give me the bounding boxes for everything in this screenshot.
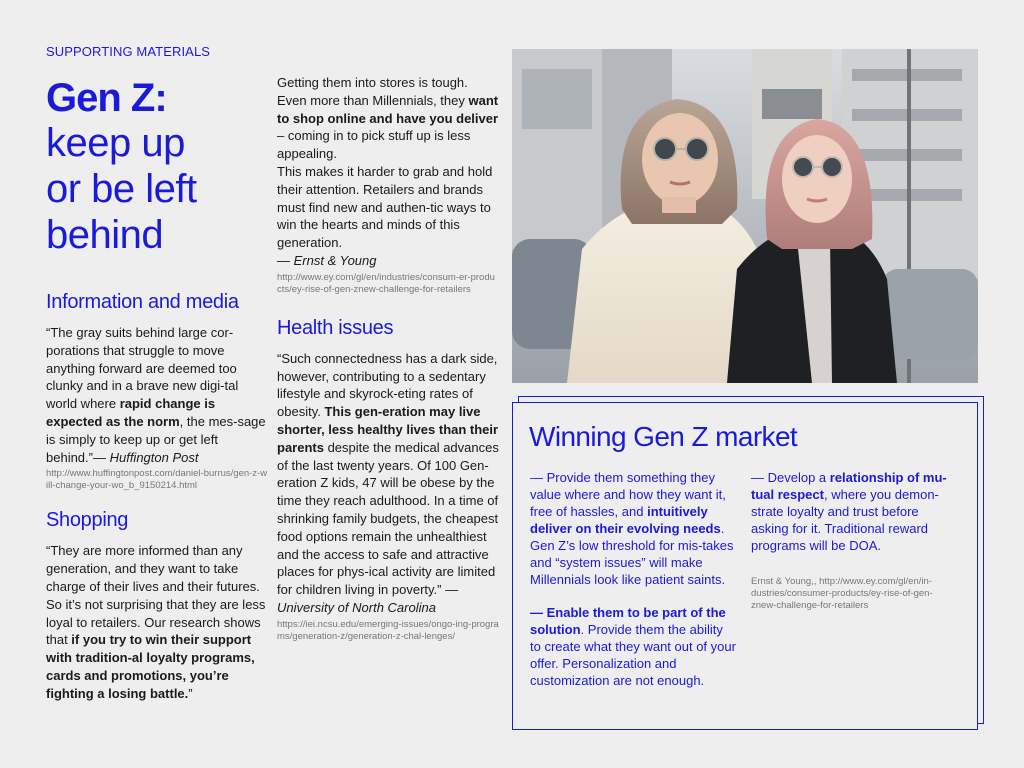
winning-box [512,402,978,730]
stores-text-1: Getting them into stores is tough. Even more than Millennials, they [277,75,469,108]
health-text-2: despite the medical advances of the last twenty years. Of 100 Gen-eration Z kids, 47 will be obese by the time they reach adulthood. In a time of shrinking family budgets, the cheapest food options remain the unhealthiest and the access to safe and attractive places for phys-ical activity are limited for children living in poverty.” — [277,439,499,598]
section-heading-shopping: Shopping [46,509,129,532]
info-text-2: , the mes-sage is simply to keep up or get left behind.”— [46,413,266,465]
winning-item-2-bold: — Enable them to be part of the solution [530,605,726,637]
winning-item-1 [530,469,736,588]
winning-source-link[interactable]: Ernst & Young,, http://www.ey.com/gl/en/in-dustries/consumer-products/ey-rise-of-gen-znew-challenge-for-retailers [751,576,933,611]
info-bold-1: rapid change is expected as the norm [46,396,216,429]
column-left [46,290,268,703]
shopping-paragraph [46,542,268,702]
stores-attribution-text: — Ernst & Young [277,252,377,268]
column-middle [277,74,499,643]
winning-item-3 [751,469,957,554]
winning-item-1-bold: intuitively deliver on their evolving needs [530,504,721,536]
stores-text-2: – coming in to pick stuff up is less appealing. [277,128,471,162]
section-heading-health: Health issues [277,316,394,339]
winning-item-3-bold: relationship of mu-tual respect [751,470,947,502]
photo-illustration [512,49,978,383]
shopping-text-2: ” [188,685,193,701]
info-source-link[interactable]: http://www.huffingtonpost.com/daniel-burrus/gen-z-will-change-your-wo_b_9150214.html [46,468,268,492]
stores-bold-1: want to shop online and have you deliver [277,92,499,126]
winning-right-column [751,469,957,612]
info-attribution: Huffington Post [109,449,199,465]
health-bold-1: This gen-eration may live shorter, less healthy lives than their parents [277,404,499,455]
info-text-1: “The gray suits behind large cor-porations that struggle to move anything forward are deemed too clunky and in a brave new digi-tal world where [46,325,239,412]
health-source-link[interactable]: https://iei.ncsu.edu/emerging-issues/ongo-ing-programs/generation-z/generation-z-chal-lenges/ [277,618,499,642]
kicker: SUPPORTING MATERIALS [46,44,211,59]
winning-item-1-text-2: . Gen Z’s low threshold for mis-takes and “system issues” will make Millennials look like patient saints. [530,521,734,587]
winning-item-2 [530,604,736,689]
title-line-1: keep up [46,121,185,165]
stores-paragraph-2: This makes it harder to grab and hold their attention. Retailers and brands must find new and authen-tic ways to win the hearts and minds of this generation. [277,163,493,251]
info-paragraph [46,324,268,466]
winning-left-column [530,469,736,689]
shopping-bold-1: if you try to win their support with tradition-al loyalty programs, cards and promotions, you’re fighting a losing battle. [46,632,255,701]
health-attribution: University of North Carolina [277,599,436,615]
winning-item-3-text-2: , where you demon-strate loyalty and trust before asking for it. Traditional reward programs will be DOA. [751,487,939,553]
title-bold: Gen Z: [46,76,167,120]
winning-item-1-text-1: — Provide them something they value where and how they want it, free of hassles, and [530,470,726,519]
health-paragraph [277,350,499,617]
winning-item-3-text-1: — Develop a [751,470,830,485]
health-text-1: “Such connectedness has a dark side, however, contributing to a sedentary lifestyle and skyrock-eting rates of obesity. [277,350,498,420]
page-title [46,76,266,258]
section-heading-info: Information and media [46,291,239,313]
stores-paragraph [277,74,499,163]
stores-attribution [277,252,499,270]
title-line-2: or be left [46,167,197,211]
street-photo [512,49,978,383]
shopping-text-1: “They are more informed than any generation, and they want to take charge of their lives and their futures. So it’s not surprising that they are less loyal to retailers. Our research shows that [46,543,266,648]
title-line-3: behind [46,213,164,257]
winning-item-2-text: . Provide them the ability to create what they want out of your offer. Personalization and customization are not enough. [530,622,736,688]
winning-title: Winning Gen Z market [529,421,798,452]
stores-source-link[interactable]: http://www.ey.com/gl/en/industries/consum-er-products/ey-rise-of-gen-znew-challenge-for-retailers [277,271,495,295]
